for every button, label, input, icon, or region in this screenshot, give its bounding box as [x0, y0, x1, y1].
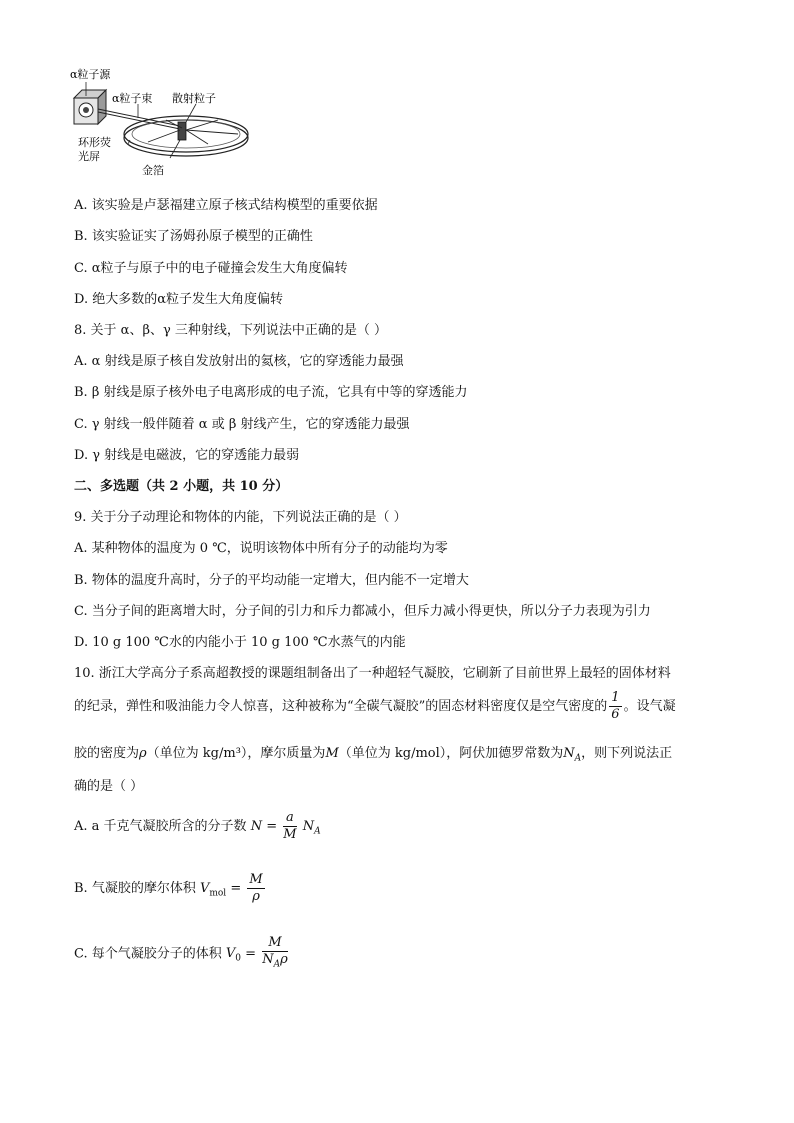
q9-option-d: D. 10 g 100 ℃水的内能小于 10 g 100 ℃水蒸气的内能: [74, 635, 406, 650]
fraction-one-sixth: $\frac{1}{6}$: [611, 690, 620, 722]
m-symbol: M: [325, 746, 339, 761]
q10-option-b: B. 气凝胶的摩尔体积 $V_{mol}$ = $\frac{M}{\rho}$: [74, 872, 263, 904]
q7-option-a: A. 该实验是卢瑟福建立原子核式结构模型的重要依据: [74, 198, 378, 213]
q10-line1: 10. 浙江大学高分子系高超教授的课题组制备出了一种超轻气凝胶，它刷新了目前世界上最轻的固体材料: [74, 666, 671, 681]
q9-stem: 9. 关于分子动理论和物体的内能，下列说法正确的是（ ）: [74, 510, 407, 525]
q7-option-d: D. 绝大多数的α粒子发生大角度偏转: [74, 292, 284, 307]
alpha-scattering-figure: [68, 62, 258, 180]
q8-option-c: C. γ 射线一般伴随着 α 或 β 射线产生，它的穿透能力最强: [74, 417, 410, 432]
q10-option-c: C. 每个气凝胶分子的体积 $V_0$ = $\frac{M}{N_A\rho}$: [74, 935, 290, 973]
q8-stem: 8. 关于 α、β、γ 三种射线，下列说法中正确的是（ ）: [74, 323, 387, 338]
fraction-m-over-rho: $\frac{M}{\rho}$: [249, 872, 263, 904]
alpha-beam-line: [98, 109, 180, 126]
section-title: 二、多选题（共 2 小题，共 10 分）: [74, 479, 289, 494]
na-symbol: $N_A$: [563, 746, 582, 764]
q7-option-c: C. α粒子与原子中的电子碰撞会发生大角度偏转: [74, 261, 348, 276]
label-screen-2: 光屏: [78, 150, 100, 163]
label-foil: 金箔: [142, 164, 164, 177]
q10-line4: 确的是（ ）: [74, 779, 144, 794]
q9-option-c: C. 当分子间的距离增大时，分子间的引力和斥力都减小，但斥力减小得更快，所以分子力表现为引力: [74, 604, 651, 619]
q10-line3: 胶的密度为ρ（单位为 kg/m³），摩尔质量为M（单位为 kg/mol），阿伏加德罗常数为$N_A$，则下列说法正: [74, 746, 673, 764]
fraction-a-over-m: $\frac{a}{M}$: [283, 810, 297, 842]
q8-option-d: D. γ 射线是电磁波，它的穿透能力最弱: [74, 448, 300, 463]
q9-option-a: A. 某种物体的温度为 0 ℃，说明该物体中所有分子的动能均为零: [74, 541, 448, 556]
fraction-m-over-na-rho: $\frac{M}{N_A\rho}$: [262, 935, 288, 970]
q10-option-a: A. a 千克气凝胶所含的分子数 N = $\frac{a}{M}$ $N_A$: [74, 810, 321, 842]
q9-option-b: B. 物体的温度升高时，分子的平均动能一定增大，但内能不一定增大: [74, 573, 469, 588]
q10-line2: 的纪录，弹性和吸油能力令人惊喜，这种被称为“全碳气凝胶”的固态材料密度仅是空气密度的 $\frac{1}{6}$ 。设气凝: [74, 690, 676, 722]
label-beam: α粒子束: [112, 92, 153, 105]
alpha-source-box: [74, 90, 106, 124]
label-source: α粒子源: [70, 68, 111, 81]
q8-option-b: B. β 射线是原子核外电子电离形成的电子流，它具有中等的穿透能力: [74, 385, 468, 400]
rho-symbol: ρ: [139, 746, 147, 761]
q8-option-a: A. α 射线是原子核自发放射出的氦核，它的穿透能力最强: [74, 354, 404, 369]
label-screen-1: 环形荧: [78, 136, 111, 149]
gold-foil: [178, 122, 186, 140]
q7-option-b: B. 该实验证实了汤姆孙原子模型的正确性: [74, 229, 313, 244]
label-scatter: 散射粒子: [172, 92, 216, 105]
